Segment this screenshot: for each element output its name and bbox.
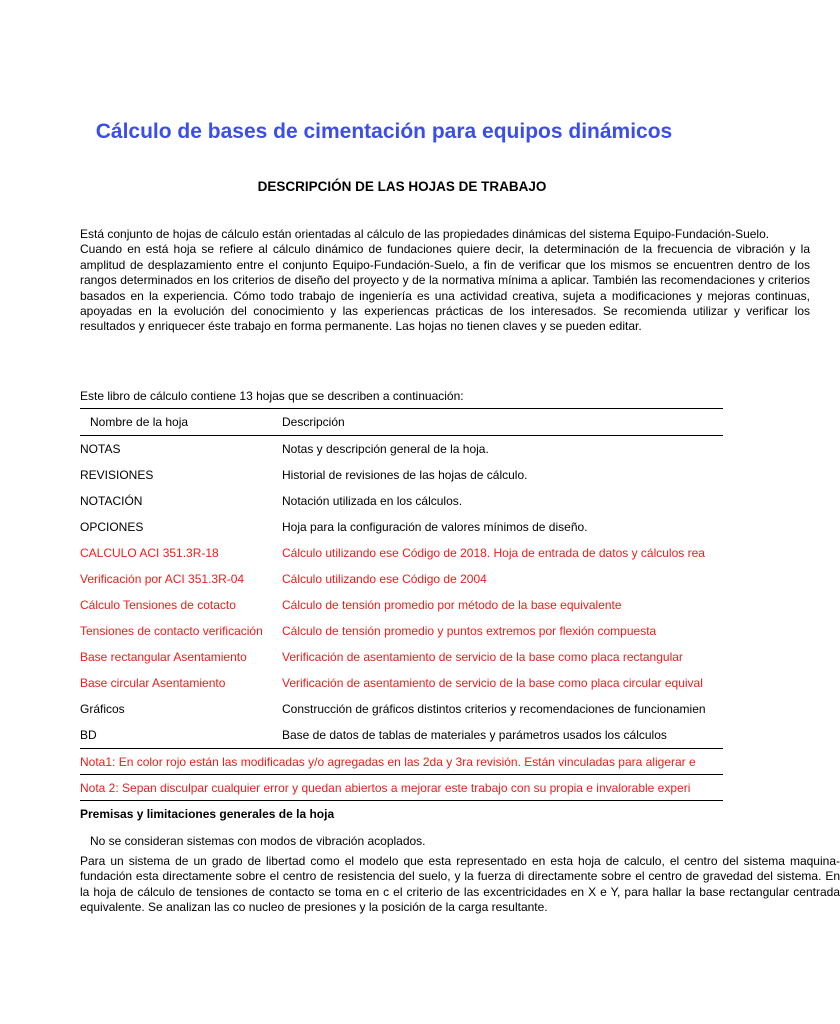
sheet-name: Base circular Asentamiento [80, 676, 226, 690]
sheet-description: Historial de revisiones de las hojas de cálculo. [282, 468, 528, 482]
note-2 [80, 774, 723, 800]
sheet-name: NOTACIÓN [80, 494, 143, 508]
sheet-description: Cálculo de tensión promedio por método de la base equivalente [282, 598, 622, 612]
table-row [80, 644, 723, 670]
note-2-text: Nota 2: Sepan disculpar cualquier error y quedan abiertos a mejorar este trabajo con su propia e invalorable experi [80, 781, 691, 795]
intro-paragraph-1: Está conjunto de hojas de cálculo están orientadas al cálculo de las propiedades dinámicas del sistema Equipo-Fundación-Suelo. [80, 227, 770, 241]
column-header-description: Descripción [282, 415, 345, 429]
sheet-description: Cálculo utilizando ese Código de 2004 [282, 572, 487, 586]
premisas-heading-text: Premisas y limitaciones generales de la hoja [80, 807, 335, 821]
table-row [80, 670, 723, 696]
premisa-item-2: Para un sistema de un grado de libertad como el modelo que esta representado en esta hoja de calculo, el centro del sistema maquina-fundación esta directamente sobre el centro de resistencia del suelo, y la fuerza di directamente sobre el centro de gravedad del sistema. En la hoja de cálculo de tensiones de contacto se toma en c el criterio de las excentricidades en X e Y, para hallar la base rectangular centrada equivalente. Se analizan las co nucleo de presiones y la posición de la carga resultante. [80, 854, 840, 915]
book-intro: Este libro de cálculo contiene 13 hojas que se describen a continuación: [80, 389, 464, 403]
sheet-name: Base rectangular Asentamiento [80, 650, 247, 664]
sheet-description: Cálculo utilizando ese Código de 2018. Hoja de entrada de datos y cálculos rea [282, 546, 705, 560]
table-row [80, 592, 723, 618]
sheet-name: OPCIONES [80, 520, 144, 534]
sheet-name: BD [80, 728, 97, 742]
table-row [80, 462, 723, 488]
table-row [80, 566, 723, 592]
sheet-name: Tensiones de contacto verificación [80, 624, 263, 638]
table-row [80, 436, 723, 462]
table-row [80, 514, 723, 540]
sheet-description: Notación utilizada en los cálculos. [282, 494, 463, 508]
document-subtitle: DESCRIPCIÓN DE LAS HOJAS DE TRABAJO [257, 179, 547, 194]
table-row [80, 722, 723, 748]
column-header-name: Nombre de la hoja [90, 415, 189, 429]
sheet-description: Verificación de asentamiento de servicio de la base como placa circular equival [282, 676, 703, 690]
note-1 [80, 748, 723, 774]
sheets-table [80, 408, 723, 826]
sheet-description: Notas y descripción general de la hoja. [282, 442, 489, 456]
sheet-name: Verificación por ACI 351.3R-04 [80, 572, 245, 586]
sheet-description: Cálculo de tensión promedio y puntos extremos por flexión compuesta [282, 624, 657, 638]
sheet-description: Verificación de asentamiento de servicio de la base como placa rectangular [282, 650, 683, 664]
intro-paragraph-2: Cuando en está hoja se refiere al cálculo dinámico de fundaciones quiere decir, la determinación de la frecuencia de vibración y la amplitud de desplazamiento entre el conjunto Equipo-Fundación-Suelo, a fin de verificar que los mismos se encuentren dentro de los rangos determinados en los criterios de diseño del proyecto y de la normativa mínima a aplicar. También las recomendaciones y criterios basados en la experiencia. Cómo todo trabajo de ingeniería es una actividad creativa, sujeta a modificaciones y mejoras continuas, apoyadas en la evolución del conocimiento y las experiencas prácticas de los interesados. Se recomienda utilizar y verificar los resultados y enriquecer éste trabajo en forma permanente. Las hojas no tienen claves y se pueden editar. [80, 242, 810, 334]
sheet-description: Construcción de gráficos distintos criterios y recomendaciones de funcionamien [282, 702, 706, 716]
premisas-heading [80, 800, 723, 826]
table-header-row [80, 408, 723, 436]
sheet-name: NOTAS [80, 442, 121, 456]
document-title: Cálculo de bases de cimentación para equipos dinámicos [95, 120, 673, 143]
sheet-name: CALCULO ACI 351.3R-18 [80, 546, 219, 560]
sheet-name: Cálculo Tensiones de cotacto [80, 598, 236, 612]
note-1-text: Nota1: En color rojo están las modificadas y/o agregadas en las 2da y 3ra revisión. Están vinculadas para aligerar e [80, 755, 696, 769]
sheet-description: Base de datos de tablas de materiales y parámetros usados los cálculos [282, 728, 667, 742]
table-row [80, 488, 723, 514]
table-row [80, 540, 723, 566]
sheet-name: Gráficos [80, 702, 125, 716]
sheet-description: Hoja para la configuración de valores mínimos de diseño. [282, 520, 588, 534]
premisa-item-1: No se consideran sistemas con modos de vibración acoplados. [90, 834, 426, 848]
sheet-name: REVISIONES [80, 468, 154, 482]
table-row [80, 618, 723, 644]
table-row [80, 696, 723, 722]
